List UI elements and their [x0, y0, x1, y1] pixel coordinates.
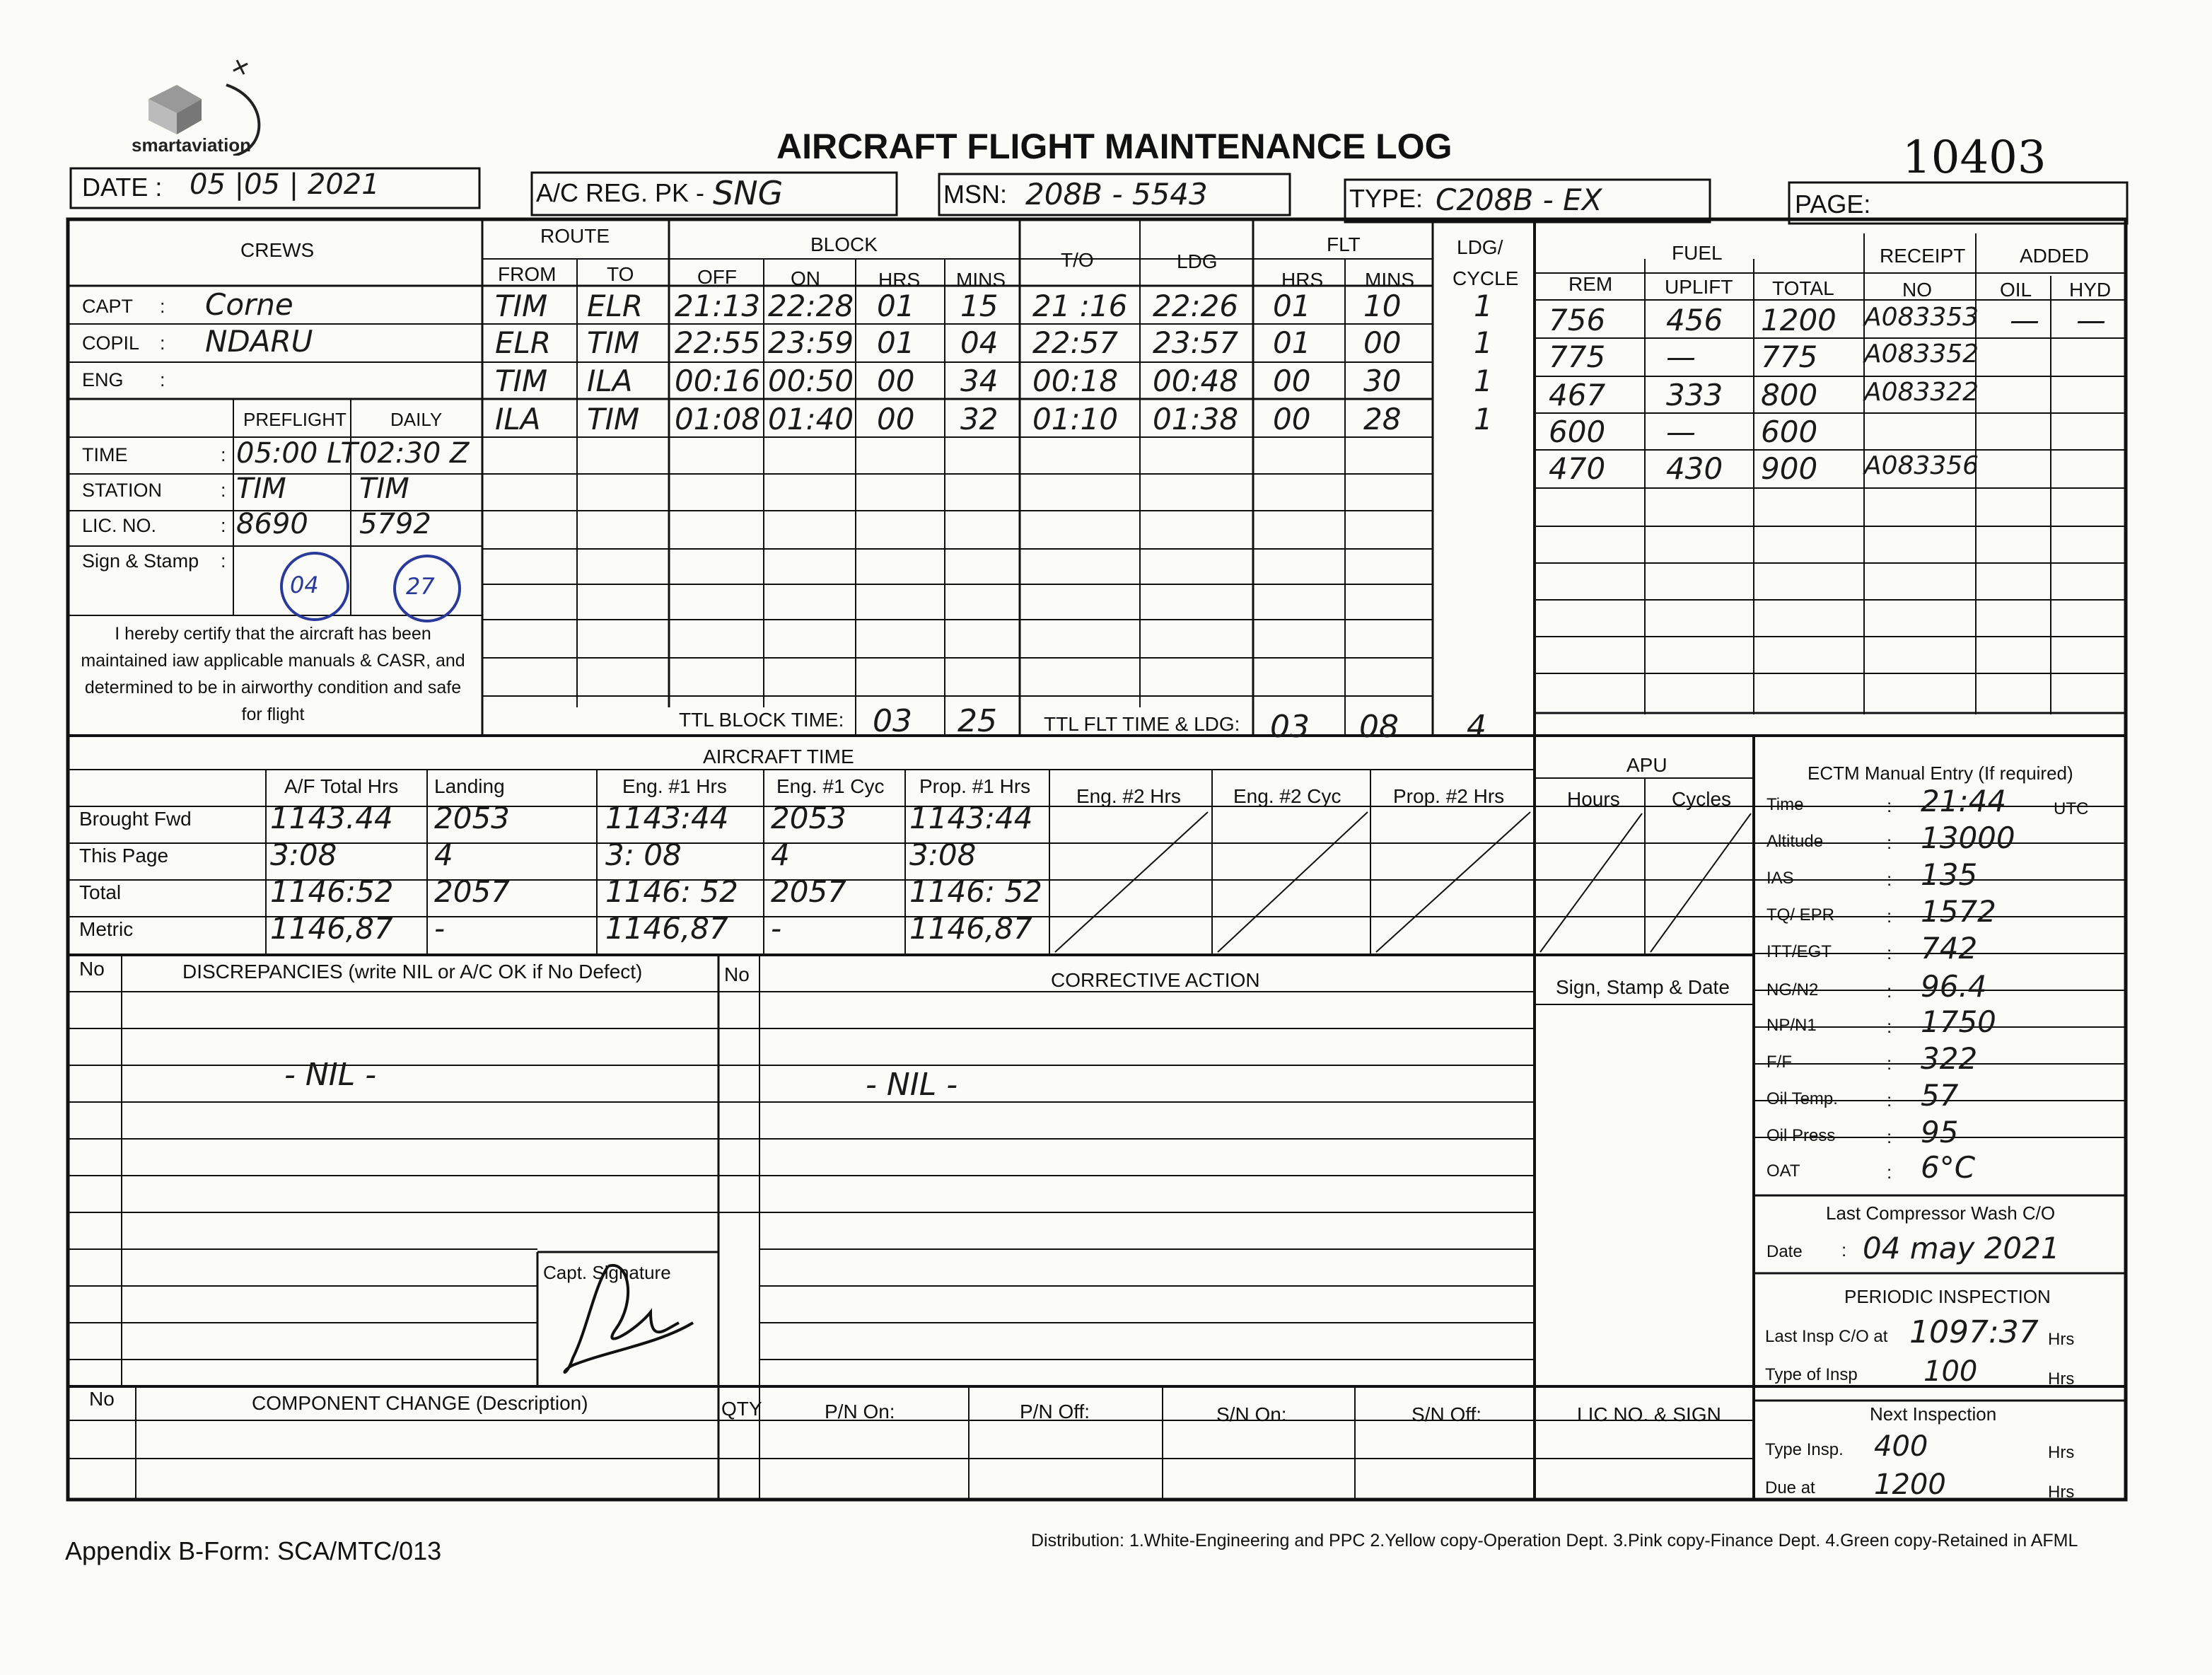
aircraft-time-col-header: Eng. #2 Hrs — [1076, 785, 1181, 807]
aircraft-time-row-label: Metric — [79, 918, 134, 940]
ectm-time-unit: UTC — [2054, 799, 2089, 818]
flight-cell-flt_mins[interactable]: 00 — [1363, 325, 1402, 360]
flight-cell-to[interactable]: TIM — [587, 402, 640, 436]
aircraft-time-row-label: This Page — [79, 845, 169, 867]
type-field[interactable]: C208B - EX — [1436, 182, 1602, 217]
ectm-value[interactable]: 13000 — [1921, 821, 2015, 855]
flight-cell-takeoff[interactable]: 21 :16 — [1032, 289, 1128, 323]
flight-cell-from[interactable]: ILA — [495, 402, 541, 436]
fuel-cell-uplift[interactable]: 456 — [1666, 303, 1723, 337]
compressor-title: Last Compressor Wash C/O — [1826, 1202, 2056, 1224]
flight-cell-takeoff[interactable]: 00:18 — [1032, 364, 1119, 398]
fuel-cell-receipt[interactable]: A083353 — [1864, 303, 1979, 332]
hyd-header: HYD — [2069, 279, 2112, 301]
crew-role-label: CAPT — [82, 296, 134, 317]
ectm-value[interactable]: 1750 — [1921, 1004, 1996, 1039]
flight-cell-mins[interactable]: 04 — [960, 325, 999, 360]
flight-cell-ldg[interactable]: 23:57 — [1153, 325, 1239, 360]
crew-detail-label: STATION — [82, 480, 162, 501]
periodic-title: PERIODIC INSPECTION — [1844, 1286, 2051, 1307]
daily-stamp-number: 27 — [406, 573, 435, 600]
due-value[interactable]: 1200 — [1874, 1468, 1946, 1501]
colon: : — [1887, 1126, 1892, 1147]
discrepancy-title: DISCREPANCIES (write NIL or A/C OK if No Defect) — [182, 961, 643, 983]
corrective-entry[interactable]: - NIL - — [866, 1067, 958, 1103]
flight-cell-cycle[interactable]: 1 — [1474, 402, 1493, 436]
flight-cell-flt_hrs[interactable]: 00 — [1273, 402, 1311, 436]
ectm-label: Oil Temp. — [1766, 1089, 1838, 1108]
flight-cell-on[interactable]: 22:28 — [768, 289, 854, 323]
colon: : — [221, 515, 226, 536]
flight-cell-to[interactable]: ILA — [587, 364, 633, 398]
ectm-label: TQ/ EPR — [1766, 905, 1835, 925]
ectm-label: NP/N1 — [1766, 1016, 1817, 1035]
route-header: ROUTE — [540, 225, 610, 247]
ectm-value[interactable]: 96.4 — [1921, 969, 1987, 1004]
aircraft-time-col-header: A/F Total Hrs — [284, 775, 399, 797]
certify-line: maintained iaw applicable manuals & CASR, and — [81, 651, 465, 671]
page-label: PAGE: — [1795, 190, 1871, 219]
fuel-header: FUEL — [1672, 242, 1723, 264]
ectm-value[interactable]: 1572 — [1921, 894, 1996, 929]
fuel-cell-receipt[interactable]: A083322 — [1864, 378, 1979, 407]
to-header: TO — [607, 263, 634, 285]
flight-cell-from[interactable]: ELR — [495, 325, 552, 360]
flt-mins-header: MINS — [1365, 269, 1414, 291]
receipt-header: RECEIPT — [1880, 245, 1966, 267]
colon: : — [221, 444, 226, 465]
crew-separator: : — [160, 369, 165, 390]
flight-cell-ldg[interactable]: 22:26 — [1153, 289, 1239, 323]
fuel-cell-uplift[interactable]: — — [1666, 340, 1696, 374]
crew-separator: : — [160, 296, 165, 317]
apu-title: APU — [1626, 754, 1667, 776]
flight-cell-hrs[interactable]: 01 — [877, 289, 915, 323]
fuel-cell-rem[interactable]: 756 — [1549, 303, 1606, 337]
ttl-flt-label: TTL FLT TIME & LDG: — [1044, 713, 1240, 735]
ldg-cycle-header: LDG/ — [1457, 236, 1503, 258]
aircraft-time-prop1[interactable]: 1143:44 — [909, 801, 1033, 835]
rem-header: REM — [1568, 273, 1613, 295]
flight-cell-cycle[interactable]: 1 — [1474, 325, 1493, 360]
date-label: DATE : — [82, 173, 163, 202]
aircraft-time-col-header: Eng. #2 Cyc — [1233, 785, 1341, 807]
aircraft-time-col-header: Eng. #1 Cyc — [776, 775, 885, 797]
flight-cell-flt_mins[interactable]: 30 — [1363, 364, 1402, 398]
aircraft-time-eng1_hrs[interactable]: 3: 08 — [605, 838, 682, 872]
crew-name[interactable]: NDARU — [205, 324, 313, 359]
fuel-cell-total[interactable]: 800 — [1761, 378, 1818, 412]
next-type-label: Type Insp. — [1765, 1440, 1844, 1459]
colon: : — [1887, 1016, 1892, 1037]
crew-separator: : — [160, 332, 165, 354]
oil-header: OIL — [2000, 279, 2032, 301]
daily-value[interactable]: 02:30 Z — [359, 437, 470, 470]
next-insp-title: Next Inspection — [1870, 1403, 1997, 1425]
component-title: COMPONENT CHANGE (Description) — [252, 1392, 588, 1414]
added-header: ADDED — [2020, 245, 2090, 267]
brand-name: smartaviation — [132, 134, 252, 156]
lic-sign-header: LIC NO. & SIGN — [1577, 1403, 1721, 1425]
colon: : — [1887, 942, 1892, 963]
last-insp-value[interactable]: 1097:37 — [1909, 1314, 2039, 1350]
fuel-cell-total[interactable]: 775 — [1761, 340, 1818, 374]
date-field[interactable]: 05 |05 | 2021 — [190, 168, 380, 201]
crew-role-label: ENG — [82, 369, 124, 390]
crew-role-label: COPIL — [82, 332, 140, 354]
apu-hours-header: Hours — [1567, 788, 1620, 810]
corrective-no-header: No — [724, 963, 750, 985]
flight-cell-on[interactable]: 00:50 — [768, 364, 854, 398]
colon: : — [1887, 1053, 1892, 1074]
corrective-title: CORRECTIVE ACTION — [1051, 969, 1260, 991]
qty-header: QTY — [721, 1398, 762, 1420]
crew-detail-label: TIME — [82, 444, 128, 465]
flt-hrs-header: HRS — [1281, 269, 1324, 291]
reg-label: A/C REG. PK - — [536, 178, 705, 207]
flight-cell-off[interactable]: 21:13 — [675, 289, 761, 323]
aircraft-time-eng1_hrs[interactable]: 1143:44 — [605, 801, 729, 835]
flight-cell-flt_mins[interactable]: 10 — [1363, 289, 1402, 323]
type-insp-unit: Hrs — [2048, 1369, 2075, 1389]
receipt-no-header: NO — [1902, 279, 1932, 301]
colon: : — [1887, 795, 1892, 816]
aircraft-time-eng1_hrs[interactable]: 1146,87 — [605, 911, 728, 946]
next-type-value[interactable]: 400 — [1874, 1430, 1928, 1463]
ttl-ldg[interactable]: 4 — [1467, 709, 1486, 745]
preflight-stamp-number: 04 — [290, 572, 319, 598]
aircraft-time-title: AIRCRAFT TIME — [703, 746, 854, 767]
aircraft-time-row-label: Total — [79, 881, 122, 903]
aircraft-time-eng1_cyc[interactable]: - — [771, 911, 782, 946]
fuel-cell-total[interactable]: 600 — [1761, 415, 1818, 449]
fuel-cell-receipt[interactable]: A083352 — [1864, 340, 1979, 369]
colon: : — [1887, 832, 1892, 853]
preflight-value[interactable]: 8690 — [236, 508, 308, 540]
fuel-cell-rem[interactable]: 470 — [1549, 451, 1606, 486]
flight-cell-cycle[interactable]: 1 — [1474, 364, 1493, 398]
flight-cell-on[interactable]: 01:40 — [768, 402, 854, 436]
aircraft-time-col-header: Eng. #1 Hrs — [622, 775, 727, 797]
cycle-header: CYCLE — [1453, 267, 1519, 289]
flight-cell-flt_hrs[interactable]: 01 — [1273, 325, 1311, 360]
colon: : — [1887, 1161, 1892, 1183]
ldg-header: LDG — [1177, 250, 1218, 272]
certify-line: I hereby certify that the aircraft has been — [115, 624, 431, 644]
aircraft-time-eng1_cyc[interactable]: 2053 — [771, 801, 846, 835]
discrepancy-entry[interactable]: - NIL - — [284, 1057, 377, 1093]
crew-detail-label: Sign & Stamp — [82, 550, 199, 572]
aircraft-time-landing[interactable]: 2053 — [434, 801, 510, 835]
ttl-block-hrs[interactable]: 03 — [873, 703, 912, 739]
ectm-label: Altitude — [1766, 832, 1824, 851]
colon: : — [1887, 980, 1892, 1002]
flight-cell-ldg[interactable]: 00:48 — [1153, 364, 1239, 398]
type-label: TYPE: — [1349, 184, 1424, 213]
apu-cycles-header: Cycles — [1672, 788, 1732, 810]
flight-cell-on[interactable]: 23:59 — [768, 325, 854, 360]
aircraft-time-col-header: Prop. #2 Hrs — [1393, 785, 1505, 807]
ectm-value[interactable]: 135 — [1921, 857, 1978, 892]
last-insp-label: Last Insp C/O at — [1765, 1327, 1888, 1346]
flight-cell-hrs[interactable]: 01 — [877, 325, 915, 360]
colon: : — [221, 480, 226, 501]
discrepancy-no-header: No — [79, 958, 105, 980]
flight-cell-flt_hrs[interactable]: 01 — [1273, 289, 1311, 323]
fuel-cell-rem[interactable]: 775 — [1549, 340, 1606, 374]
colon: : — [1887, 869, 1892, 890]
flight-cell-flt_hrs[interactable]: 00 — [1273, 364, 1311, 398]
fuel-cell-total[interactable]: 900 — [1761, 451, 1818, 486]
on-header: ON — [791, 267, 820, 289]
aircraft-time-af[interactable]: 1146:52 — [270, 874, 394, 909]
crews-header: CREWS — [240, 239, 315, 261]
sn-on-header: S/N On: — [1216, 1403, 1287, 1425]
flight-cell-takeoff[interactable]: 01:10 — [1032, 402, 1119, 436]
flight-cell-cycle[interactable]: 1 — [1474, 289, 1493, 323]
colon: : — [1887, 1089, 1892, 1111]
type-insp-label: Type of Insp — [1765, 1365, 1858, 1384]
ectm-label: NG/N2 — [1766, 980, 1819, 999]
colon: : — [1841, 1239, 1847, 1260]
fuel-cell-oil[interactable]: — — [2010, 303, 2039, 337]
flight-cell-mins[interactable]: 32 — [960, 402, 999, 436]
sn-off-header: S/N Off: — [1411, 1403, 1482, 1425]
flight-cell-mins[interactable]: 15 — [960, 289, 999, 323]
aircraft-time-prop1[interactable]: 1146: 52 — [909, 874, 1042, 909]
from-header: FROM — [498, 263, 557, 285]
flight-cell-off[interactable]: 00:16 — [675, 364, 761, 398]
compressor-date-label: Date — [1766, 1242, 1803, 1261]
msn-field[interactable]: 208B - 5543 — [1025, 177, 1208, 211]
fuel-cell-uplift[interactable]: 333 — [1666, 378, 1723, 412]
flight-cell-hrs[interactable]: 00 — [877, 364, 915, 398]
daily-value[interactable]: TIM — [359, 473, 409, 505]
due-label: Due at — [1765, 1478, 1815, 1497]
type-insp-value[interactable]: 100 — [1923, 1355, 1978, 1388]
capt-signature-icon — [545, 1245, 707, 1386]
daily-value[interactable]: 5792 — [359, 508, 431, 540]
aircraft-time-eng1_cyc[interactable]: 4 — [771, 838, 790, 872]
ectm-value[interactable]: 21:44 — [1921, 784, 2007, 818]
aircraft-time-landing[interactable]: - — [434, 911, 446, 946]
certify-line: determined to be in airworthy condition and safe — [84, 678, 462, 697]
next-type-unit: Hrs — [2048, 1443, 2075, 1462]
fuel-cell-rem[interactable]: 600 — [1549, 415, 1606, 449]
msn-label: MSN: — [943, 180, 1007, 209]
pn-off-header: P/N Off: — [1020, 1401, 1090, 1422]
ectm-title: ECTM Manual Entry (If required) — [1808, 763, 2073, 784]
ectm-value[interactable]: 322 — [1921, 1041, 1978, 1076]
page-title: AIRCRAFT FLIGHT MAINTENANCE LOG — [776, 127, 1453, 166]
ttl-flt-hrs[interactable]: 03 — [1270, 709, 1310, 745]
ectm-label: F/F — [1766, 1053, 1792, 1072]
fuel-cell-rem[interactable]: 467 — [1549, 378, 1606, 412]
flight-cell-hrs[interactable]: 00 — [877, 402, 915, 436]
flight-cell-from[interactable]: TIM — [495, 289, 548, 323]
ectm-label: IAS — [1766, 869, 1794, 888]
flt-header: FLT — [1327, 233, 1361, 255]
flight-cell-off[interactable]: 01:08 — [675, 402, 761, 436]
fuel-cell-receipt[interactable]: A083356 — [1864, 451, 1979, 480]
ectm-value[interactable]: 95 — [1921, 1115, 1959, 1149]
off-header: OFF — [697, 266, 737, 288]
aircraft-time-landing[interactable]: 4 — [434, 838, 453, 872]
flight-cell-to[interactable]: TIM — [587, 325, 640, 360]
component-no-header: No — [89, 1388, 115, 1410]
flight-cell-from[interactable]: TIM — [495, 364, 548, 398]
block-header: BLOCK — [810, 233, 878, 255]
preflight-value[interactable]: 05:00 LT — [236, 437, 358, 470]
crew-name[interactable]: Corne — [205, 287, 293, 322]
crew-detail-label: LIC. NO. — [82, 515, 157, 536]
ttl-block-mins[interactable]: 25 — [957, 703, 997, 739]
aircraft-time-col-header: Landing — [434, 775, 505, 797]
daily-header: DAILY — [390, 409, 443, 430]
pn-on-header: P/N On: — [825, 1401, 895, 1422]
uplift-header: UPLIFT — [1665, 276, 1733, 298]
aircraft-time-col-header: Prop. #1 Hrs — [919, 775, 1031, 797]
ttl-flt-mins[interactable]: 08 — [1359, 709, 1399, 745]
takeoff-header: T/O — [1061, 249, 1094, 271]
fuel-cell-total[interactable]: 1200 — [1761, 303, 1836, 337]
fuel-cell-hyd[interactable]: — — [2076, 303, 2106, 337]
reg-field[interactable]: SNG — [713, 174, 784, 212]
aircraft-time-af[interactable]: 3:08 — [270, 838, 337, 872]
aircraft-time-eng1_hrs[interactable]: 1146: 52 — [605, 874, 738, 909]
flight-cell-takeoff[interactable]: 22:57 — [1032, 325, 1119, 360]
ectm-value[interactable]: 6°C — [1921, 1150, 1976, 1185]
aircraft-time-prop1[interactable]: 1146,87 — [909, 911, 1032, 946]
aircraft-time-af[interactable]: 1143.44 — [270, 801, 393, 835]
fuel-cell-uplift[interactable]: 430 — [1666, 451, 1723, 486]
capt-signature-label: Capt. Signature — [543, 1262, 671, 1283]
block-hrs-header: HRS — [878, 269, 921, 291]
sign-stamp-date-title: Sign, Stamp & Date — [1556, 976, 1730, 998]
ectm-label: Oil Press — [1766, 1126, 1836, 1145]
serial-number: 10403 — [1902, 132, 2047, 184]
fuel-cell-uplift[interactable]: — — [1666, 415, 1696, 449]
flight-cell-flt_mins[interactable]: 28 — [1363, 402, 1402, 436]
compressor-date[interactable]: 04 may 2021 — [1863, 1231, 2060, 1265]
ectm-value[interactable]: 57 — [1921, 1078, 1959, 1113]
aircraft-time-landing[interactable]: 2057 — [434, 874, 510, 909]
flight-cell-mins[interactable]: 34 — [960, 364, 999, 398]
flight-cell-off[interactable]: 22:55 — [675, 325, 761, 360]
flight-cell-ldg[interactable]: 01:38 — [1153, 402, 1239, 436]
last-insp-unit: Hrs — [2048, 1330, 2075, 1349]
appendix-label: Appendix B-Form: SCA/MTC/013 — [65, 1536, 442, 1565]
block-mins-header: MINS — [956, 269, 1006, 291]
distribution-note: Distribution: 1.White-Engineering and PPC 2.Yellow copy-Operation Dept. 3.Pink copy-Finance Dept. 4.Green copy-Retained in AFML — [1031, 1531, 2078, 1551]
ectm-label: ITT/EGT — [1766, 942, 1832, 961]
ectm-label: OAT — [1766, 1161, 1800, 1181]
flight-cell-to[interactable]: ELR — [587, 289, 644, 323]
aircraft-time-eng1_cyc[interactable]: 2057 — [771, 874, 846, 909]
ectm-value[interactable]: 742 — [1921, 931, 1978, 966]
aircraft-time-row-label: Brought Fwd — [79, 808, 192, 830]
colon: : — [1887, 905, 1892, 927]
ectm-label: Time — [1766, 795, 1804, 814]
colon: : — [221, 550, 226, 572]
preflight-header: PREFLIGHT — [243, 409, 347, 430]
aircraft-time-prop1[interactable]: 3:08 — [909, 838, 977, 872]
certify-line: for flight — [241, 705, 305, 724]
aircraft-time-af[interactable]: 1146,87 — [270, 911, 393, 946]
preflight-value[interactable]: TIM — [236, 473, 286, 505]
ttl-block-label: TTL BLOCK TIME: — [679, 709, 844, 731]
due-unit: Hrs — [2048, 1483, 2075, 1502]
total-header: TOTAL — [1772, 277, 1834, 299]
